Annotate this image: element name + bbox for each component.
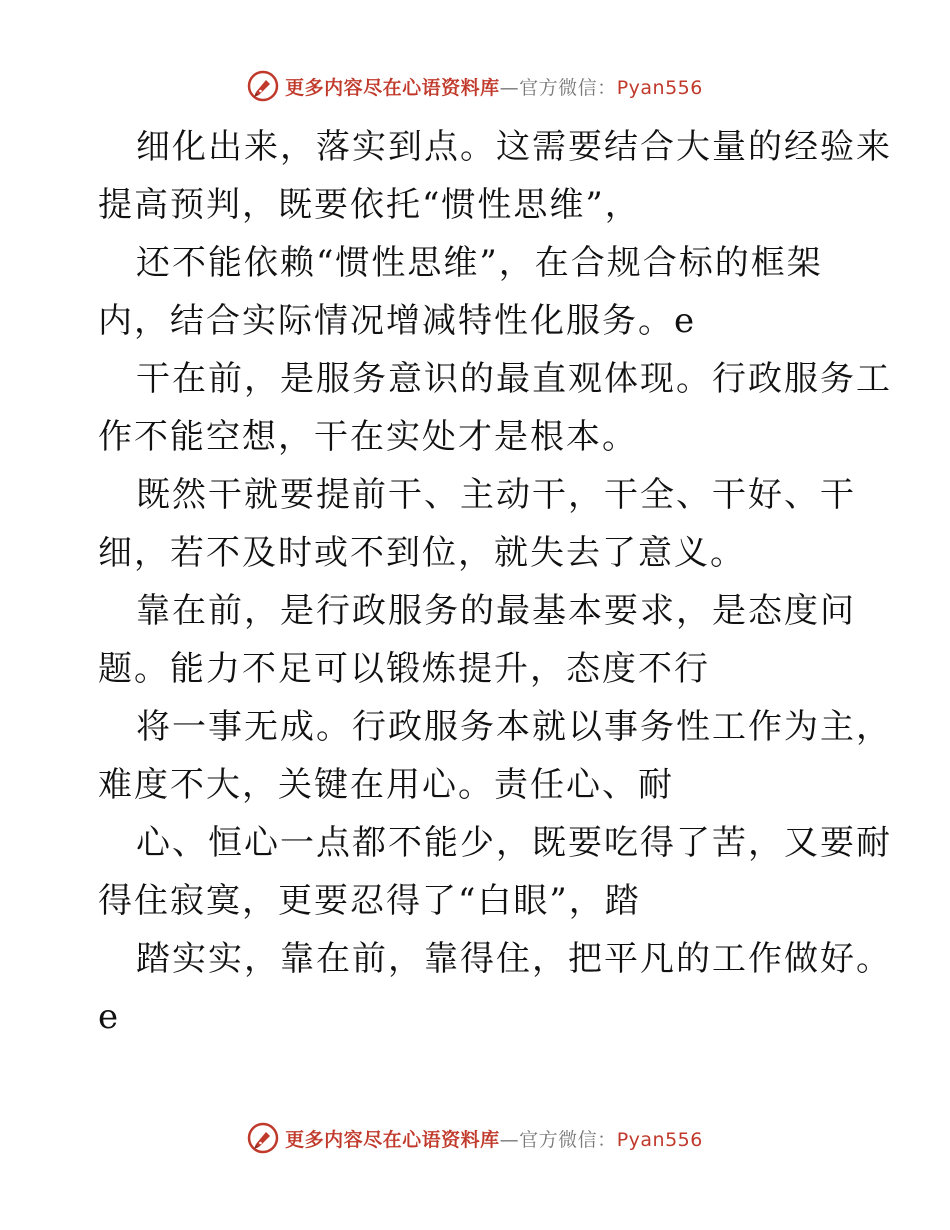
header-contact-label: 官方微信： bbox=[519, 76, 617, 99]
pen-nib-logo-icon bbox=[247, 70, 279, 102]
header-brand-text: 更多内容尽在心语资料库 bbox=[285, 76, 500, 99]
body-line: 既然干就要提前干、主动干，干全、干好、干 bbox=[136, 475, 856, 515]
body-line: 干在前，是服务意识的最直观体现。行政服务工 bbox=[136, 359, 892, 399]
body-line: 题。能力不足可以锻炼提升，态度不行 bbox=[98, 649, 710, 689]
header-separator: — bbox=[499, 76, 520, 99]
footer-banner bbox=[0, 1122, 950, 1154]
body-line: 靠在前，是行政服务的最基本要求，是态度问 bbox=[136, 591, 856, 631]
body-line: 得住寂寞，更要忍得了“白眼”，踏 bbox=[98, 881, 641, 921]
body-line: 难度不大，关键在用心。责任心、耐 bbox=[98, 765, 674, 805]
footer-contact-label: 官方微信： bbox=[519, 1128, 617, 1151]
body-line: 细化出来，落实到点。这需要结合大量的经验来 bbox=[136, 127, 892, 167]
footer-contact-id: Pyan556 bbox=[616, 1128, 703, 1151]
body-line: 细，若不及时或不到位，就失去了意义。 bbox=[98, 533, 746, 573]
footer-separator: — bbox=[499, 1128, 520, 1151]
body-line: 将一事无成。行政服务本就以事务性工作为主， bbox=[136, 707, 892, 747]
header-text bbox=[285, 73, 703, 100]
header-banner bbox=[0, 70, 950, 102]
body-line: 作不能空想，干在实处才是根本。 bbox=[98, 417, 638, 457]
footer-text bbox=[285, 1125, 703, 1152]
body-line: 提高预判，既要依托“惯性思维”， bbox=[98, 185, 641, 225]
body-line: e bbox=[98, 997, 121, 1037]
body-line: 踏实实，靠在前，靠得住，把平凡的工作做好。 bbox=[136, 939, 892, 979]
body-line: 还不能依赖“惯性思维”，在合规合标的框架 bbox=[136, 243, 823, 283]
pen-nib-logo-icon bbox=[247, 1122, 279, 1154]
body-line: 内，结合实际情况增减特性化服务。e bbox=[98, 301, 697, 341]
body-line: 心、恒心一点都不能少，既要吃得了苦，又要耐 bbox=[136, 823, 892, 863]
document-body bbox=[98, 118, 892, 1046]
footer-brand-text: 更多内容尽在心语资料库 bbox=[285, 1128, 500, 1151]
header-contact-id: Pyan556 bbox=[616, 76, 703, 99]
